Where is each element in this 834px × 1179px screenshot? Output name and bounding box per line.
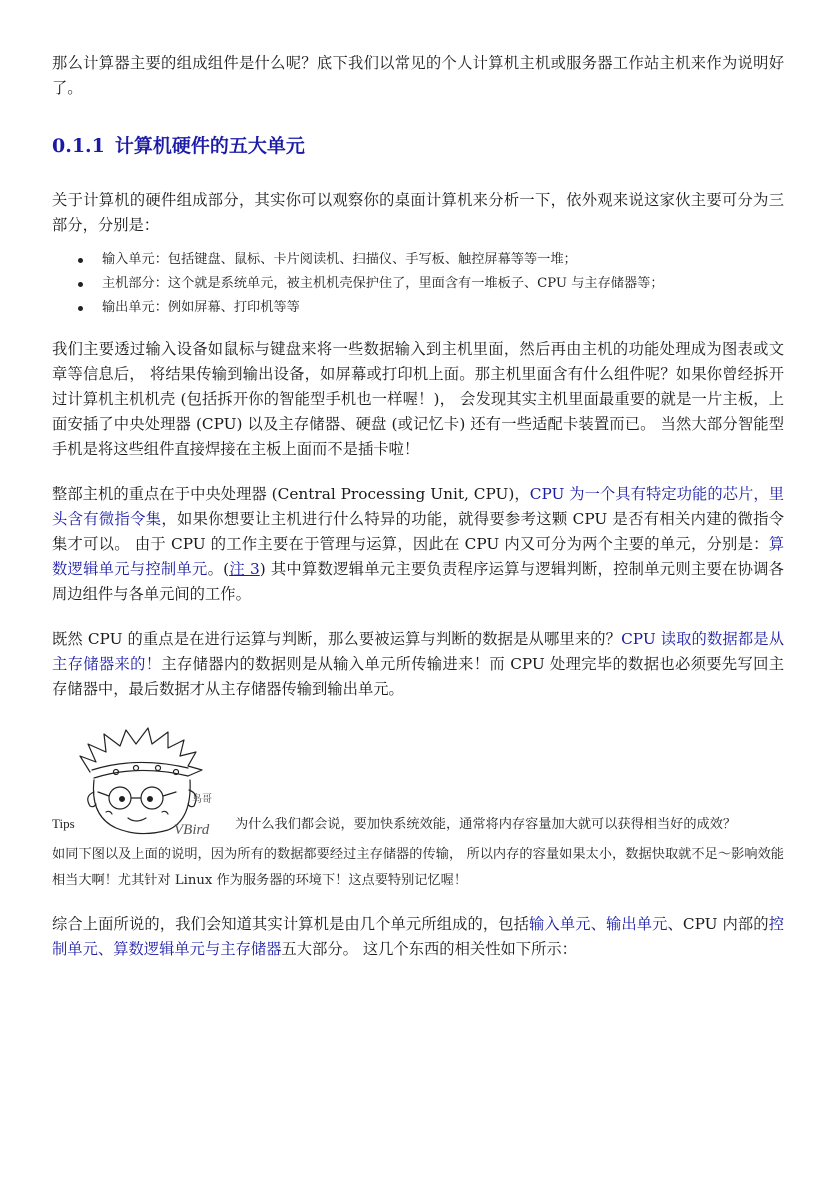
list-item: 主机部分：这个就是系统单元，被主机机壳保护住了，里面含有一堆板子、CPU 与主存储器等； — [102, 272, 784, 296]
vbird-mascot-icon — [76, 726, 236, 838]
paragraph-hardware-parts: 关于计算机的硬件组成部分，其实你可以观察你的桌面计算机来分析一下，依外观来说这家伙主要可分为三部分，分别是： — [52, 191, 784, 234]
tips-question: 为什么我们都会说，要加快系统效能，通常将内存容量加大就可以获得相当好的成效？ — [235, 817, 737, 832]
alu-control-highlight: 算数逻辑单元与控制单元 — [52, 535, 784, 578]
paragraph-memory: 既然 CPU 的重点是在进行运算与判断，那么要被运算与判断的数据是从哪里来的？CPU 读取的数据都是从主存储器来的！主存储器内的数据则是从输入单元所传输进来！而 CPU 处理完毕的数据也必须要先写回主存储器中，最后数据才从主存储器传输到输出单元。 — [52, 630, 784, 698]
paragraph-input-output: 我们主要透过输入设备如鼠标与键盘来将一些数据输入到主机里面，然后再由主机的功能处理成为图表或文章等信息后， 将结果传输到输出设备，如屏幕或打印机上面。那主机里面含有什么组件呢？如果你曾经拆开过计算机主机机壳 (包括拆开你的智能型手机也一样喔！)， 会发现其实主机里面最重要的就是一片主板，上面安插了中央处理器 (CPU) 以及主存储器、硬盘 (或记忆卡) 还有一些适配卡装置而已。 当然大部分智能型手机是将这些组件直接焊接在主板上面而不是插卡啦！ — [52, 340, 784, 458]
cpu-units-highlight: 控制单元、算数逻辑单元与主存储器 — [52, 915, 784, 958]
list-item: 输入单元：包括键盘、鼠标、卡片阅读机、扫描仪、手写板、触控屏幕等等一堆； — [102, 248, 784, 272]
list-item: 输出单元：例如屏幕、打印机等等 — [102, 296, 784, 320]
hardware-parts-list — [52, 248, 784, 320]
section-title: 计算机硬件的五大单元 — [114, 135, 305, 157]
section-heading — [52, 132, 784, 160]
cpu-highlight: CPU 为一个具有特定功能的芯片，里头含有微指令集 — [52, 485, 785, 528]
paragraph-five-units: 综合上面所说的，我们会知道其实计算机是由几个单元所组成的，包括输入单元、输出单元、CPU 内部的控制单元、算数逻辑单元与主存储器五大部分。 这几个东西的相关性如下所示： — [52, 915, 784, 958]
tips-label: Tips — [52, 816, 75, 831]
footnote-link[interactable]: 注 3 — [229, 560, 260, 578]
memory-highlight: CPU 读取的数据都是从主存储器来的！ — [52, 630, 784, 673]
svg-text:VBird: VBird — [174, 822, 210, 838]
paragraph-cpu: 整部主机的重点在于中央处理器 (Central Processing Unit, CPU)，CPU 为一个具有特定功能的芯片，里头含有微指令集，如果你想要让主机进行什么特异的功能，就得要参考这颗 CPU 是否有相关内建的微指令集才可以。 由于 CPU 的工作主要在于管理与运算，因此在 CPU 内又可分为两个主要的单元，分别是：算数逻辑单元与控制单元。(注 3) 其中算数逻辑单元主要负责程序运算与逻辑判断，控制单元则主要在协调各周边组件与各单元间的工作。 — [52, 485, 785, 603]
document-page — [52, 48, 784, 962]
tips-body: 如同下图以及上面的说明，因为所有的数据都要经过主存储器的传输， 所以内存的容量如果太小，数据快取就不足～影响效能相当大啊！尤其针对 Linux 作为服务器的环境下！这点要特别记忆喔！ — [52, 847, 784, 888]
io-units-highlight: 输入单元、输出单元 — [529, 915, 668, 933]
tips-header — [52, 726, 784, 838]
section-number: 0.1.1 — [52, 135, 105, 157]
svg-text:鸟哥: 鸟哥 — [192, 794, 212, 805]
intro-paragraph: 那么计算器主要的组成组件是什么呢？底下我们以常见的个人计算机主机或服务器工作站主机来作为说明好了。 — [52, 54, 784, 97]
